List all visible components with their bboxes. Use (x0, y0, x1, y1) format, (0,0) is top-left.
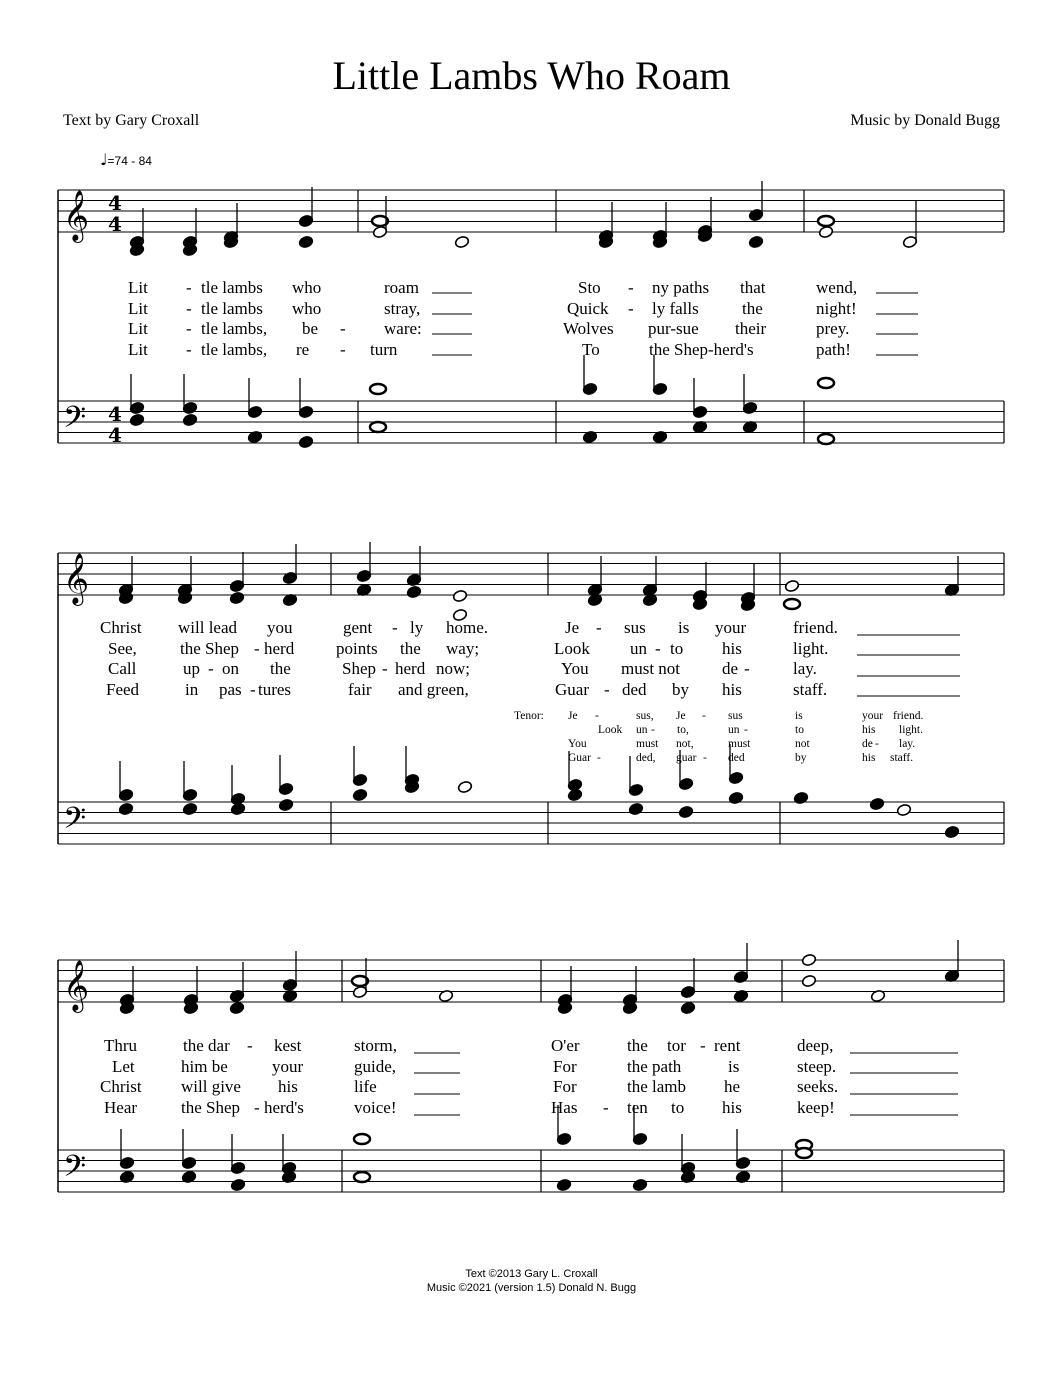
lyric-word: steep. (797, 1056, 837, 1076)
lyric-word: Lit (128, 339, 148, 359)
lyric-word: your (272, 1056, 304, 1076)
lyric-word: tle lambs (201, 298, 263, 318)
notehead (278, 798, 293, 811)
whole-note (354, 1134, 370, 1144)
notehead (298, 435, 313, 448)
lyric-word: Je (565, 618, 580, 637)
lyric-word: roam (384, 278, 419, 297)
clef: 𝄢 (63, 802, 87, 843)
lyric-word: Guar (555, 679, 589, 699)
lyric-word: his (722, 679, 742, 699)
lyric-word: home. (446, 618, 489, 637)
lyric-word: the (627, 1036, 648, 1055)
lyric-word: by (672, 679, 689, 699)
music-credit: Music by Donald Bugg (850, 112, 1000, 129)
notehead (678, 805, 693, 818)
lyric-word: See, (108, 638, 137, 658)
tenor-word: Je (568, 710, 578, 722)
notehead (118, 802, 133, 815)
tenor-word: sus (728, 710, 743, 722)
tenor-word: - (651, 724, 655, 736)
tenor-word: ded (728, 752, 745, 764)
lyric-word: Feed (106, 679, 140, 699)
verse-1-line (0, 278, 1063, 299)
tenor-word: his (862, 752, 876, 764)
whole-note (370, 422, 386, 432)
lyric-word: the dar (183, 1036, 230, 1055)
lyric-word: staff. (793, 679, 828, 699)
tenor-word: to, (677, 724, 689, 736)
lyric-word: night! (816, 298, 857, 318)
verse-2-line (0, 639, 1063, 660)
lyric-word: re (296, 339, 310, 359)
lyric-word: he (724, 1077, 741, 1096)
tenor-word: light. (899, 724, 923, 736)
notehead (298, 235, 313, 248)
tenor-word: must (636, 738, 659, 750)
tenor-word: by (795, 752, 807, 764)
lyric-word: O'er (551, 1036, 580, 1055)
lyric-word: lay. (793, 659, 817, 678)
verse-4-line (0, 680, 1063, 701)
lyric-word: tor (667, 1036, 686, 1055)
lyric-word: sus (624, 618, 646, 637)
notehead (230, 1178, 245, 1191)
time-signature: 4 (108, 191, 122, 215)
lyric-word: points (336, 638, 378, 658)
notehead (818, 225, 833, 238)
tenor-word: - (744, 724, 748, 736)
notehead (944, 825, 959, 838)
lyric-word: is (678, 618, 690, 637)
notehead (632, 1178, 647, 1191)
lyric-word: Look (554, 638, 590, 658)
lyric-word: - (744, 659, 750, 678)
tenor-word: not (795, 738, 810, 750)
tenor-word: un (636, 724, 648, 736)
lyric-word: turn (370, 339, 398, 359)
time-signature: 4 (108, 423, 122, 447)
tenor-word: - (595, 710, 599, 722)
lyric-word: rent (714, 1036, 741, 1055)
tenor-word: de (862, 738, 873, 750)
notehead (352, 788, 367, 801)
verse-1-line (0, 1036, 1063, 1057)
notehead (680, 1001, 695, 1014)
lyric-word: you (267, 618, 293, 637)
lyric-word: tle lambs, (201, 339, 268, 359)
lyric-word: un (630, 638, 647, 658)
tenor-word: lay. (899, 738, 916, 750)
lyric-word: ware: (384, 319, 422, 338)
notehead (748, 235, 763, 248)
lyric-word: to (671, 1097, 685, 1117)
lyric-word: herd (395, 659, 426, 678)
tenor-word: You (568, 738, 587, 750)
lyric-word: - (254, 1097, 260, 1117)
lyric-word: For (553, 1056, 577, 1076)
notehead (406, 585, 421, 598)
tenor-line-1 (0, 710, 1063, 724)
tenor-line-4 (0, 752, 1063, 766)
lyric-word: To (582, 339, 600, 359)
lyric-word: - (604, 679, 610, 699)
lyric-word: to (670, 638, 684, 658)
whole-note (784, 599, 800, 609)
tenor-word: un (728, 724, 740, 736)
lyric-word: - (700, 1036, 706, 1055)
notehead (567, 788, 582, 801)
notehead (628, 802, 643, 815)
lyric-word: ten (627, 1097, 648, 1117)
lyric-word: ny paths (652, 278, 710, 297)
lyric-word: fair (348, 679, 372, 699)
lyric-word: way; (446, 638, 480, 658)
lyric-word: prey. (816, 319, 850, 338)
notehead (182, 413, 197, 426)
verse-3-line (0, 319, 1063, 340)
tenor-line-3 (0, 738, 1063, 752)
lyric-word: and green, (398, 679, 469, 699)
notehead (801, 974, 816, 987)
lyric-word: guide, (354, 1056, 397, 1076)
lyric-word: - (596, 618, 602, 637)
lyric-word: their (735, 319, 767, 338)
lyric-word: will give (181, 1077, 241, 1096)
tenor-word: not, (676, 738, 694, 750)
lyrics-system-1 (0, 278, 1063, 360)
music-copyright: Music ©2021 (version 1.5) Donald N. Bugg (426, 1282, 637, 1294)
tenor-word: - (875, 738, 879, 750)
lyric-word: - (250, 679, 256, 699)
lyric-word: keep! (797, 1097, 835, 1117)
notehead (556, 1178, 571, 1191)
whole-note (818, 216, 834, 226)
lyric-word: - (340, 319, 346, 338)
whole-note (370, 384, 386, 394)
lyric-word: seeks. (797, 1077, 839, 1096)
notehead (229, 1001, 244, 1014)
lyric-word: who (292, 298, 322, 318)
text-copyright: Text ©2013 Gary L. Croxall (465, 1268, 598, 1280)
whole-note (354, 1172, 370, 1182)
lyric-word: Lit (128, 319, 148, 338)
clef: 𝄢 (63, 1150, 87, 1191)
lyric-word: on (222, 659, 239, 678)
lyric-word: gent (343, 618, 373, 637)
lyrics-system-3 (0, 1036, 1063, 1118)
notehead (896, 803, 911, 816)
whole-note (796, 1148, 812, 1158)
lyric-word: in (185, 679, 199, 699)
lyric-word: now; (436, 659, 470, 678)
tenor-word: sus, (636, 710, 654, 722)
notehead (784, 579, 799, 592)
clef: 𝄞 (63, 960, 90, 1011)
notehead (230, 802, 245, 815)
lyric-word: Wolves (563, 319, 614, 338)
notehead (869, 797, 884, 810)
tenor-word: his (862, 724, 876, 736)
lyric-word: your (715, 618, 747, 637)
lyric-word: deep, (797, 1036, 834, 1055)
lyric-word: storm, (354, 1036, 397, 1055)
page-title: Little Lambs Who Roam (332, 53, 731, 98)
lyric-word: Call (108, 659, 137, 678)
lyric-word: his (278, 1077, 298, 1096)
notehead (182, 802, 197, 815)
lyric-word: For (553, 1077, 577, 1096)
tenor-label: Tenor: (514, 710, 544, 722)
whole-note (818, 378, 834, 388)
lyric-word: the Shep (181, 1097, 241, 1117)
lyric-word: ded (622, 679, 647, 699)
lyric-word: tures (258, 679, 292, 699)
tenor-word: guar (676, 752, 697, 764)
tenor-word: Look (598, 724, 623, 736)
clef: 𝄢 (63, 401, 87, 442)
lyric-word: his (722, 638, 742, 658)
lyric-word: the path (627, 1056, 682, 1076)
lyric-word: herd (264, 638, 295, 658)
lyric-word: - (603, 1097, 609, 1117)
tenor-word: friend. (893, 710, 924, 722)
verse-4-line (0, 340, 1063, 361)
lyric-word: Hear (104, 1097, 138, 1117)
lyric-word: voice! (354, 1097, 397, 1117)
notehead (728, 791, 743, 804)
clef: 𝄞 (63, 553, 90, 604)
notehead (129, 413, 144, 426)
verse-2-line (0, 1057, 1063, 1078)
lyric-word: ly (410, 618, 424, 637)
lyric-word: ly falls (652, 298, 699, 318)
verse-1-line (0, 618, 1063, 639)
lyric-word: who (292, 278, 322, 297)
notehead (229, 591, 244, 604)
lyric-word: that (740, 278, 766, 297)
lyric-word: Let (112, 1056, 135, 1076)
lyric-word: stray, (384, 298, 421, 318)
lyric-word: his (722, 1097, 742, 1117)
lyric-word: tle lambs (201, 278, 263, 297)
lyric-word: Lit (128, 298, 148, 318)
notehead (793, 791, 808, 804)
verse-4-line (0, 1098, 1063, 1119)
lyric-word: - (628, 298, 634, 318)
lyric-word: - (655, 638, 661, 658)
tenor-word: ded, (636, 752, 656, 764)
tenor-word: - (597, 752, 601, 764)
lyric-word: kest (274, 1036, 302, 1055)
tenor-word: is (795, 710, 803, 722)
lyric-word: pur-sue (648, 319, 699, 338)
lyric-word: the Shep (180, 638, 240, 658)
lyric-word: - (340, 339, 346, 359)
lyric-word: - (208, 659, 214, 678)
lyric-word: is (728, 1056, 740, 1076)
tenor-word: Guar (568, 752, 591, 764)
lyric-word: - (186, 298, 192, 318)
lyric-word: - (186, 339, 192, 359)
tenor-word: staff. (890, 752, 914, 764)
notehead (457, 780, 472, 793)
lyric-word: path! (816, 339, 851, 359)
lyric-word: - (186, 319, 192, 338)
lyric-word: the (270, 659, 291, 678)
lyric-word: the (742, 298, 763, 318)
verse-2-line (0, 299, 1063, 320)
lyric-word: Christ (100, 1077, 142, 1096)
notehead (452, 589, 467, 602)
text-credit: Text by Gary Croxall (63, 112, 200, 129)
tenor-cues (0, 710, 1063, 766)
lyric-word: wend, (816, 278, 858, 297)
lyric-word: - (247, 1036, 253, 1055)
lyric-word: pas (219, 679, 242, 699)
quarter-note-icon: ♩ (100, 150, 108, 169)
lyric-word: Lit (128, 278, 148, 297)
lyric-word: de (722, 659, 739, 678)
lyric-word: tle lambs, (201, 319, 268, 338)
tenor-word: Je (676, 710, 686, 722)
tenor-word: to (795, 724, 804, 736)
tenor-word: - (702, 710, 706, 722)
lyric-word: the lamb (627, 1077, 687, 1096)
lyric-word: be (302, 319, 319, 338)
notehead (801, 953, 816, 966)
tenor-word: must (728, 738, 751, 750)
lyrics-system-2 (0, 618, 1063, 700)
tenor-word: your (862, 710, 884, 722)
lyric-word: herd's (264, 1097, 304, 1117)
lyric-word: Christ (100, 618, 142, 637)
copyright-footer (0, 1267, 1063, 1295)
lyric-word: - (392, 618, 398, 637)
lyric-word: Thru (104, 1036, 138, 1055)
lyric-word: friend. (793, 618, 838, 637)
tenor-line-2 (0, 724, 1063, 738)
lyric-word: will lead (178, 618, 238, 637)
lyric-word: life (354, 1077, 377, 1096)
notehead (454, 235, 469, 248)
tempo-text: =74 - 84 (107, 154, 152, 168)
lyric-word: - (382, 659, 388, 678)
lyric-word: light. (793, 638, 829, 658)
lyric-word: must not (621, 659, 681, 678)
lyric-word: - (254, 638, 260, 658)
lyric-word: him be (181, 1056, 228, 1076)
lyric-word: Quick (567, 298, 609, 318)
verse-3-line (0, 659, 1063, 680)
time-signature: 4 (108, 212, 122, 236)
lyric-word: You (561, 659, 589, 678)
lyric-word: the Shep-herd's (649, 339, 754, 359)
lyric-word: the (400, 638, 421, 658)
lyric-word: up (183, 659, 200, 678)
lyric-word: Shep (342, 659, 376, 678)
time-signature: 4 (108, 402, 122, 426)
lyric-word: Has (551, 1097, 578, 1117)
verse-3-line (0, 1077, 1063, 1098)
tenor-word: - (703, 752, 707, 764)
clef: 𝄞 (63, 190, 90, 241)
lyric-word: - (186, 278, 192, 297)
whole-note (818, 434, 834, 444)
lyric-word: - (628, 278, 634, 297)
lyric-word: Sto (578, 278, 601, 297)
